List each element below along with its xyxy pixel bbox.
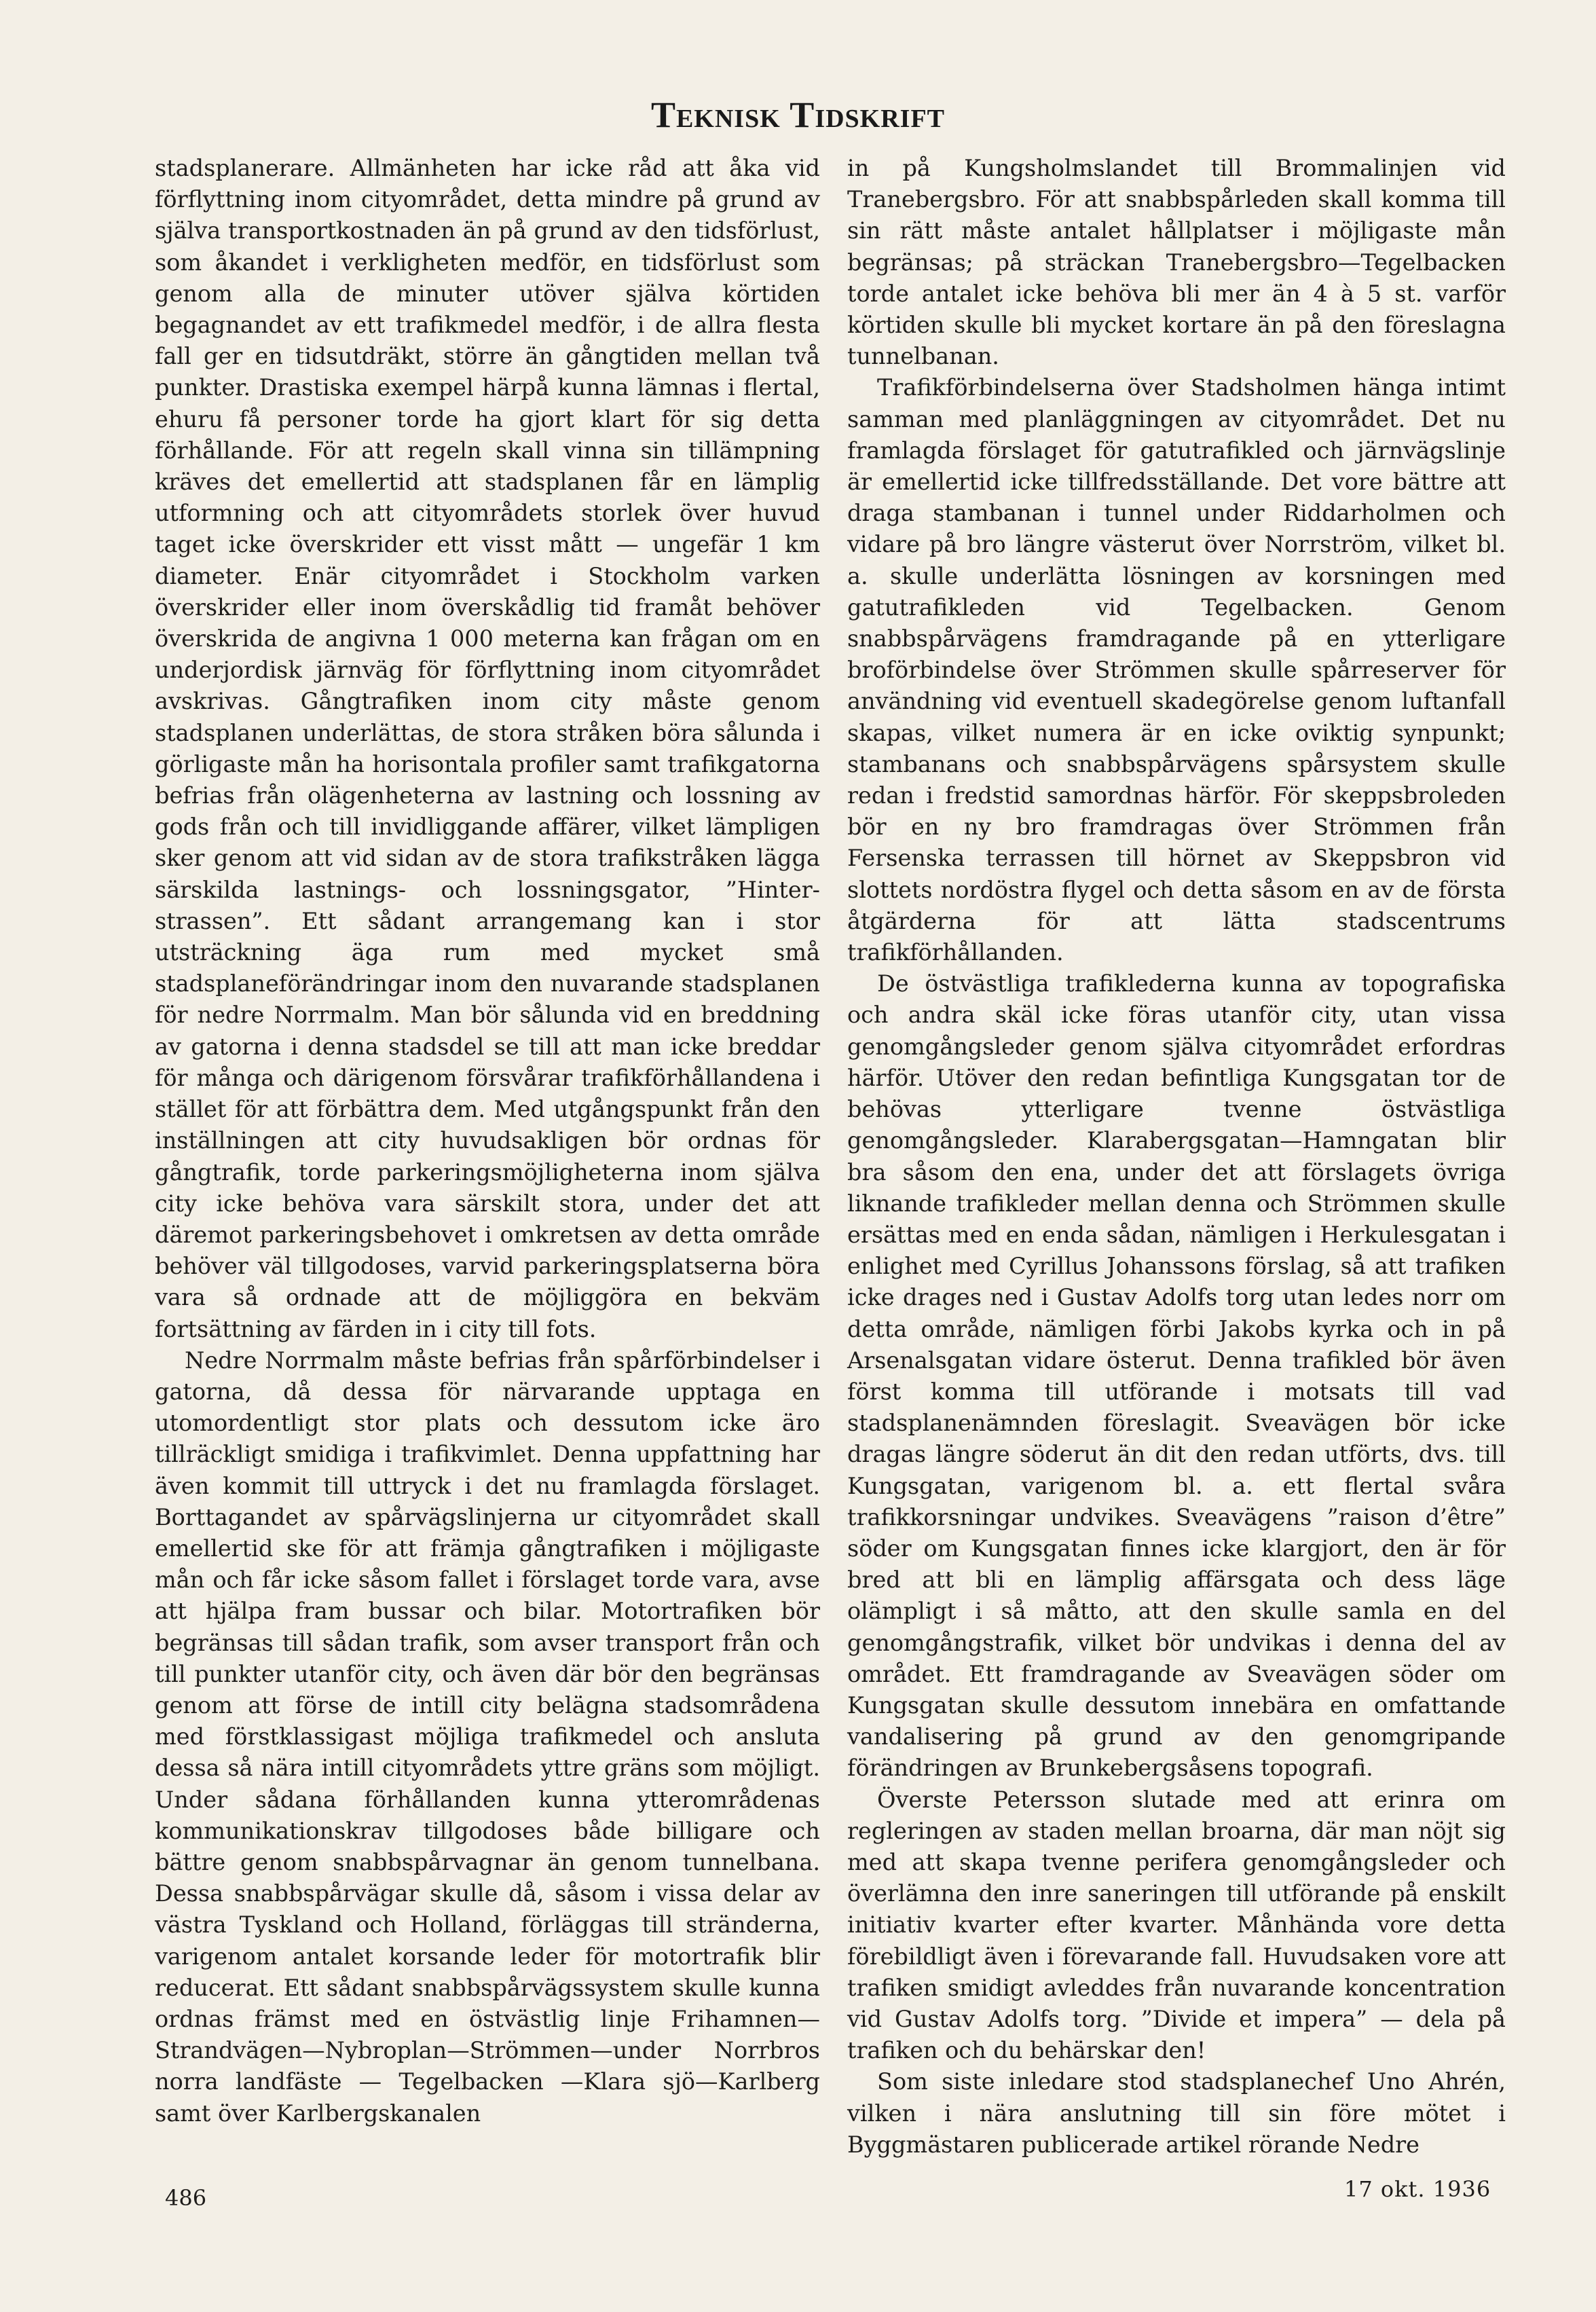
paragraph: Överste Petersson slutade med att erinra om regleringen av staden mellan broarna, där man nöjt sig med att skapa tvenne perifera genomgångsleder och överlämna den inre saneringen till utförande på enskilt initiativ kvarter efter kvarter. Månhända vore detta förebildligt även i förevarande fall. Huvudsaken vore att trafiken smidigt avleddes från nuvarande koncentration vid Gustav Adolfs torg. ”Divide et impera” — dela på trafiken och du behärskar den!	[847, 1786, 1506, 2064]
paragraph: in på Kungsholmslandet till Brommalinjen vid Tranebergsbro. För att snabbspårleden skall komma till sin rätt måste antalet hållplatser i möjligaste mån begränsas; på sträckan Tranebergsbro—Tegelbacken torde antalet icke behöva bli mer än 4 à 5 st. varför körtiden skulle bli mycket kortare än på den föreslagna tunnelbanan.	[847, 155, 1506, 370]
left-column	[155, 153, 820, 2129]
journal-title: Teknisk Tidskrift	[650, 94, 946, 135]
paragraph: De östvästliga trafiklederna kunna av topografiska och andra skäl icke föras utanför city, utan vissa genomgångsleder genom själva cityområdet erfordras härför. Utöver den redan befintliga Kungsgatan tor de behövas ytterligare tvenne östvästliga genomgångsleder. Klarabergsgatan—Hamngatan blir bra såsom den ena, under det att förslagets övriga liknande trafikleder mellan denna och Strömmen skulle ersättas med en enda sådan, nämligen i Herkulesgatan i enlighet med Cyrillus Johanssons förslag, så att trafiken icke drages ned i Gustav Adolfs torg utan ledes norr om detta område, nämligen förbi Jakobs kyrka och in på Arsenalsgatan vidare österut. Denna trafikled bör även först komma till utförande i motsats till vad stadsplanenämnden föreslagit. Sveavägen bör icke dragas längre söderut än dit den redan utförts, dvs. till Kungsgatan, varigenom bl. a. ett flertal svåra trafikkorsningar undvikes. Sveavägens ”raison d’être” söder om Kungsgatan finnes icke klargjort, den är för bred att bli en lämplig affärsgata och dess läge olämpligt i så måtto, att den skulle samla en del genomgångstrafik, vilket bör undvikas i denna del av området. Ett framdragande av Sveavägen söder om Kungsgatan skulle dessutom innebära en omfattande vandalisering på grund av den genomgripande förändringen av Brunkebergsåsens topografi.	[847, 970, 1506, 1782]
right-column	[847, 153, 1506, 2161]
paragraph: Som siste inledare stod stadsplanechef Uno Ahrén, vilken i nära anslutning till sin före mötet i Byggmästaren publicerade artikel rörande Nedre	[847, 2068, 1506, 2158]
page-number: 486	[165, 2185, 207, 2211]
paragraph: Nedre Norrmalm måste befrias från spårförbindelser i gatorna, då dessa för närvarande upptaga en utomordentligt stor plats och dessutom icke äro tillräckligt smidiga i trafikvimlet. Denna uppfattning har även kommit till uttryck i det nu framlagda förslaget. Borttagandet av spårvägslinjerna ur cityområdet skall emellertid ske för att främja gångtrafiken i möjligaste mån och får icke såsom fallet i förslaget torde vara, avse att hjälpa fram bussar och bilar. Motortrafiken bör begränsas till sådan trafik, som avser transport från och till punkter utanför city, och även där bör den begränsas genom att förse de intill city belägna stadsområdena med förstklassigast möjliga trafikmedel och ansluta dessa så nära intill cityområdets yttre gräns som möjligt. Under sådana förhållanden kunna ytterområdenas kommunikationskrav tillgodoses både billigare och bättre genom snabbspårvagnar än genom tunnelbana. Dessa snabbspårvägar skulle då, såsom i vissa delar av västra Tyskland och Holland, förläggas till stränderna, varigenom antalet korsande leder för motortrafik blir reducerat. Ett sådant snabbspårvägssystem skulle kunna ordnas främst med en östvästlig linje Frihamnen—Strandvägen—Nybroplan—Strömmen—under Norrbros norra landfäste — Tegelbacken —Klara sjö—Karlberg samt över Karlbergskanalen	[155, 1346, 820, 2127]
paragraph: stadsplanerare. Allmänheten har icke råd att åka vid förflyttning inom cityområdet, detta mindre på grund av själva transportkostnaden än på grund av den tidsförlust, som åkandet i verkligheten medför, en tidsförlust som genom alla de minuter utöver själva körtiden begagnandet av ett trafikmedel medför, i de allra flesta fall ger en tidsutdräkt, större än gångtiden mellan två punkter. Drastiska exempel härpå kunna lämnas i flertal, ehuru få personer torde ha gjort klart för sig detta förhållande. För att regeln skall vinna sin tillämpning kräves det emellertid att stadsplanen får en lämplig utformning och att cityområdets storlek över huvud taget icke överskrider ett visst mått — ungefär 1 km diameter. Enär cityområdet i Stockholm varken överskrider eller inom överskådlig tid framåt behöver överskrida de angivna 1 000 meterna kan frågan om en underjordisk järnväg för förflyttning inom cityområdet avskrivas. Gångtrafiken inom city måste genom stadsplanen underlättas, de stora stråken böra sålunda i görligaste mån ha horisontala profiler samt trafikgatorna befrias från olägenheterna av lastning och lossning av gods från och till invidliggande affärer, vilket lämpligen sker genom att vid sidan av de stora trafikstråken lägga särskilda lastnings- och lossningsgator, ”Hinter-strassen”. Ett sådant arrangemang kan i stor utsträckning äga rum med mycket små stadsplaneförändringar inom den nuvarande stadsplanen för nedre Norrmalm. Man bör sålunda vid en breddning av gatorna i denna stadsdel se till att man icke breddar för många och därigenom försvårar trafikförhållandena i stället för att förbättra dem. Med utgångspunkt från den inställningen att city huvudsakligen bör ordnas för gångtrafik, torde parkeringsmöjligheterna inom själva city icke behöva vara särskilt stora, under det att däremot parkeringsbehovet i omkretsen av detta område behöver väl tillgodoses, varvid parkeringsplatserna böra vara så ordnade att de möjliggöra en bekväm fortsättning av färden in i city till fots.	[155, 155, 820, 1342]
paragraph: Trafikförbindelserna över Stadsholmen hänga intimt samman med planläggningen av cityområdet. Det nu framlagda förslaget för gatutrafikled och järnvägslinje är emellertid icke tillfredsställande. Det vore bättre att draga stambanan i tunnel under Riddarholmen och vidare på bro längre västerut över Norrström, vilket bl. a. skulle underlätta lösningen av korsningen med gatutrafikleden vid Tegelbacken. Genom snabbspårvägens framdragande på en ytterligare broförbindelse över Strömmen skulle spårreserver för användning vid eventuell skadegörelse genom luftanfall skapas, vilket numera är en icke oviktig synpunkt; stambanans och snabbspårvägens spårsystem skulle redan i fredstid samordnas härför. För skeppsbroleden bör en ny bro framdragas över Strömmen från Fersenska terrassen till hörnet av Skeppsbron vid slottets nordöstra flygel och detta såsom en av de första åtgärderna för att lätta stadscentrums trafikförhållanden.	[847, 374, 1506, 966]
issue-date: 17 okt. 1936	[1344, 2176, 1491, 2202]
